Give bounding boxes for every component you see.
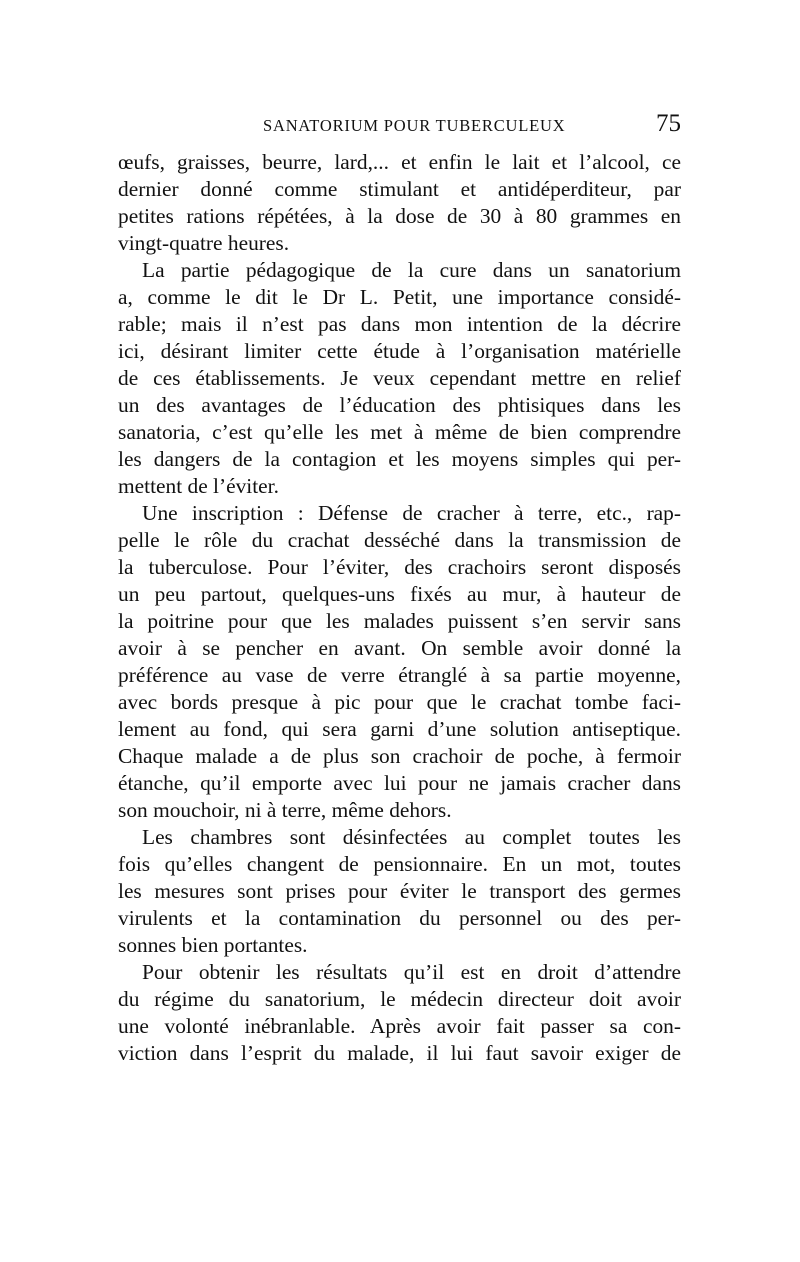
text-line: un peu partout, quelques-uns fixés au mur, à hauteur de (118, 582, 681, 606)
text-line: son mouchoir, ni à terre, même dehors. (118, 798, 452, 822)
text-line: sonnes bien portantes. (118, 933, 308, 957)
text-line: avoir à se pencher en avant. On semble avoir donné la (118, 636, 681, 660)
text-line: dernier donné comme stimulant et antidéperditeur, par (118, 177, 681, 201)
text-line: lement au fond, qui sera garni d’une solution antiseptique. (118, 717, 681, 741)
text-line: du régime du sanatorium, le médecin directeur doit avoir (118, 987, 681, 1011)
text-line: Chaque malade a de plus son crachoir de poche, à fermoir (118, 744, 681, 768)
text-line: a, comme le dit le Dr L. Petit, une importance considé- (118, 285, 681, 309)
text-line: viction dans l’esprit du malade, il lui faut savoir exiger de (118, 1041, 681, 1065)
body-text (118, 149, 681, 1067)
page-number: 75 (656, 110, 681, 137)
text-line: Pour obtenir les résultats qu’il est en droit d’attendre (142, 960, 681, 984)
text-line: fois qu’elles changent de pensionnaire. En un mot, toutes (118, 852, 681, 876)
text-line: Une inscription : Défense de cracher à terre, etc., rap- (142, 501, 681, 525)
running-head (118, 110, 681, 144)
text-line: œufs, graisses, beurre, lard,... et enfin le lait et l’alcool, ce (118, 150, 681, 174)
text-line: rable; mais il n’est pas dans mon intention de la décrire (118, 312, 681, 336)
text-line: ici, désirant limiter cette étude à l’organisation matérielle (118, 339, 681, 363)
text-line: Les chambres sont désinfectées au complet toutes les (142, 825, 681, 849)
text-line: mettent de l’éviter. (118, 474, 279, 498)
text-line: avec bords presque à pic pour que le crachat tombe faci- (118, 690, 681, 714)
text-line: préférence au vase de verre étranglé à sa partie moyenne, (118, 663, 681, 687)
text-line: les dangers de la contagion et les moyens simples qui per- (118, 447, 681, 471)
text-line: La partie pédagogique de la cure dans un sanatorium (142, 258, 681, 282)
text-line: petites rations répétées, à la dose de 30 à 80 grammes en (118, 204, 681, 228)
text-line: la tuberculose. Pour l’éviter, des crachoirs seront disposés (118, 555, 681, 579)
text-line: un des avantages de l’éducation des phtisiques dans les (118, 393, 681, 417)
text-line: pelle le rôle du crachat desséché dans la transmission de (118, 528, 681, 552)
text-line: les mesures sont prises pour éviter le transport des germes (118, 879, 681, 903)
running-title: SANATORIUM POUR TUBERCULEUX (263, 116, 566, 135)
text-line: une volonté inébranlable. Après avoir fait passer sa con- (118, 1014, 681, 1038)
text-line: la poitrine pour que les malades puissent s’en servir sans (118, 609, 681, 633)
text-line: de ces établissements. Je veux cependant mettre en relief (118, 366, 681, 390)
text-line: vingt-quatre heures. (118, 231, 290, 255)
text-line: virulents et la contamination du personnel ou des per- (118, 906, 681, 930)
text-line: étanche, qu’il emporte avec lui pour ne jamais cracher dans (118, 771, 681, 795)
text-line: sanatoria, c’est qu’elle les met à même de bien comprendre (118, 420, 681, 444)
